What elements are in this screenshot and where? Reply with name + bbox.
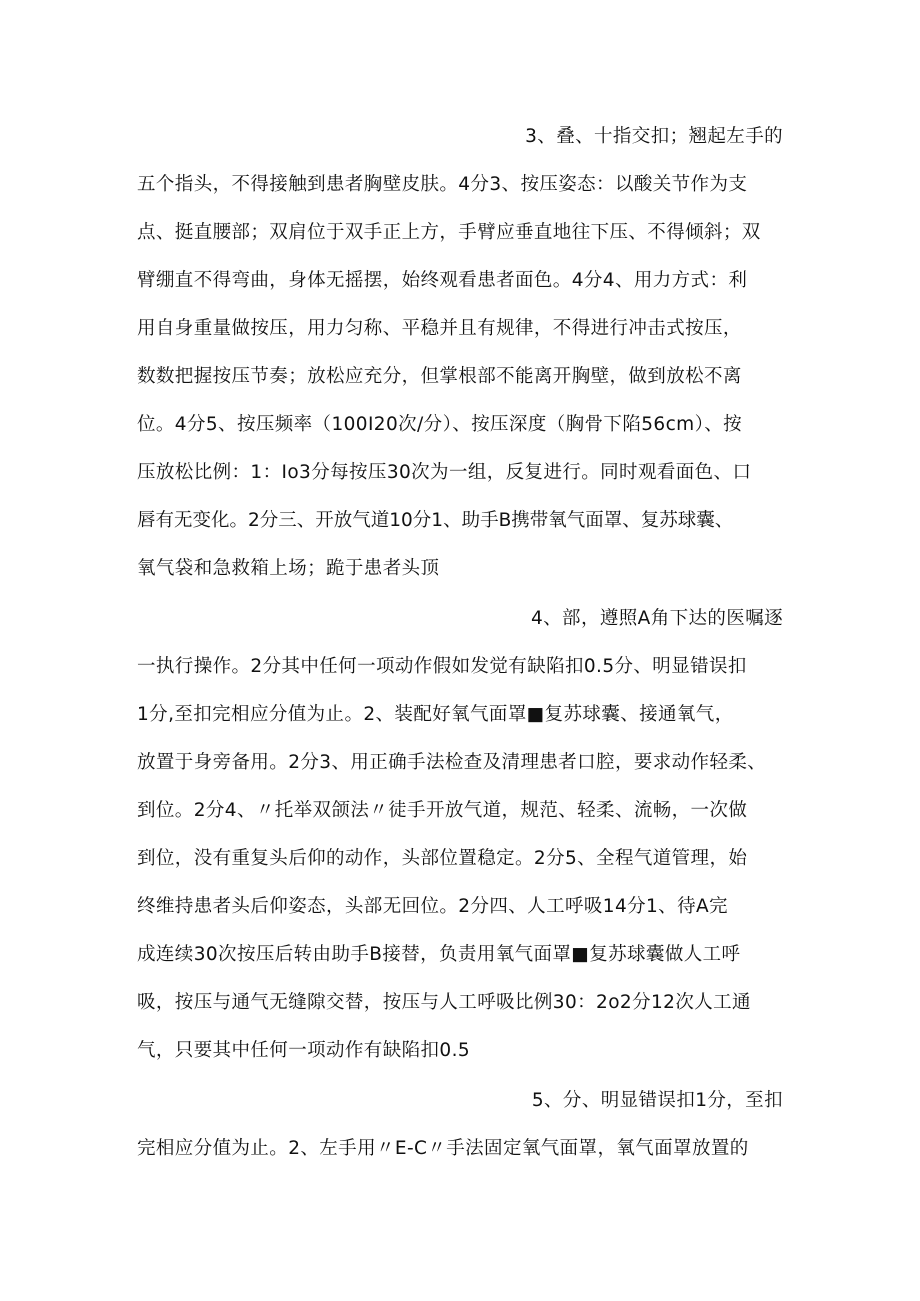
text-line: 氧气袋和急救箱上场；跪于患者头顶 (137, 558, 440, 579)
text-line: 5、分、明显错误扣1分，至扣 (531, 1090, 783, 1111)
text-line: 用自身重量做按压，用力匀称、平稳并且有规律，不得进行冲击式按压， (137, 318, 742, 339)
text-line: 气，只要其中任何一项动作有缺陷扣0.5 (137, 1040, 471, 1061)
text-line: 到位。2分4、〃托举双颌法〃徒手开放气道，规范、轻柔、流畅，一次做 (137, 800, 748, 821)
text-line: 臂绷直不得弯曲，身体无摇摆，始终观看患者面色。4分4、用力方式：利 (137, 270, 748, 291)
text-line: 一执行操作。2分其中任何一项动作假如发觉有缺陷扣0.5分、明显错误扣 (137, 656, 747, 677)
text-line: 3、叠、十指交扣；翘起左手的 (525, 126, 783, 147)
text-line: 压放松比例：1：Io3分每按压30次为一组，反复进行。同时观看面色、口 (137, 462, 752, 483)
text-line: 到位，没有重复头后仰的动作，头部位置稳定。2分5、全程气道管理，始 (137, 848, 748, 869)
text-line: 4、部，遵照A角下达的医嘱逐 (530, 608, 783, 629)
text-line: 位。4分5、按压频率（100I20次/分）、按压深度（胸骨下陷56cm）、按 (137, 414, 743, 435)
text-line: 点、挺直腰部；双肩位于双手正上方，手臂应垂直地往下压、不得倾斜；双 (137, 222, 761, 243)
text-line: 数数把握按压节奏；放松应充分，但掌根部不能离开胸壁，做到放松不离 (137, 366, 742, 387)
text-line: 成连续30次按压后转由助手B接替，负责用氧气面罩■复苏球囊做人工呼 (137, 944, 741, 965)
text-line: 吸，按压与通气无缝隙交替，按压与人工呼吸比例30：2o2分12次人工通 (137, 992, 751, 1013)
text-line: 五个指头，不得接触到患者胸壁皮肤。4分3、按压姿态：以酸关节作为支 (137, 174, 748, 195)
text-line: 完相应分值为止。2、左手用〃E-C〃手法固定氧气面罩，氧气面罩放置的 (137, 1138, 749, 1159)
text-line: 放置于身旁备用。2分3、用正确手法检查及清理患者口腔，要求动作轻柔、 (137, 752, 767, 773)
text-line: 终维持患者头后仰姿态，头部无回位。2分四、人工呼吸14分1、待A完 (137, 896, 728, 917)
text-line: 1分,至扣完相应分值为止。2、装配好氧气面罩■复苏球囊、接通氧气， (137, 704, 734, 725)
text-line: 唇有无变化。2分三、开放气道10分1、助手B携带氧气面罩、复苏球囊、 (137, 510, 734, 531)
